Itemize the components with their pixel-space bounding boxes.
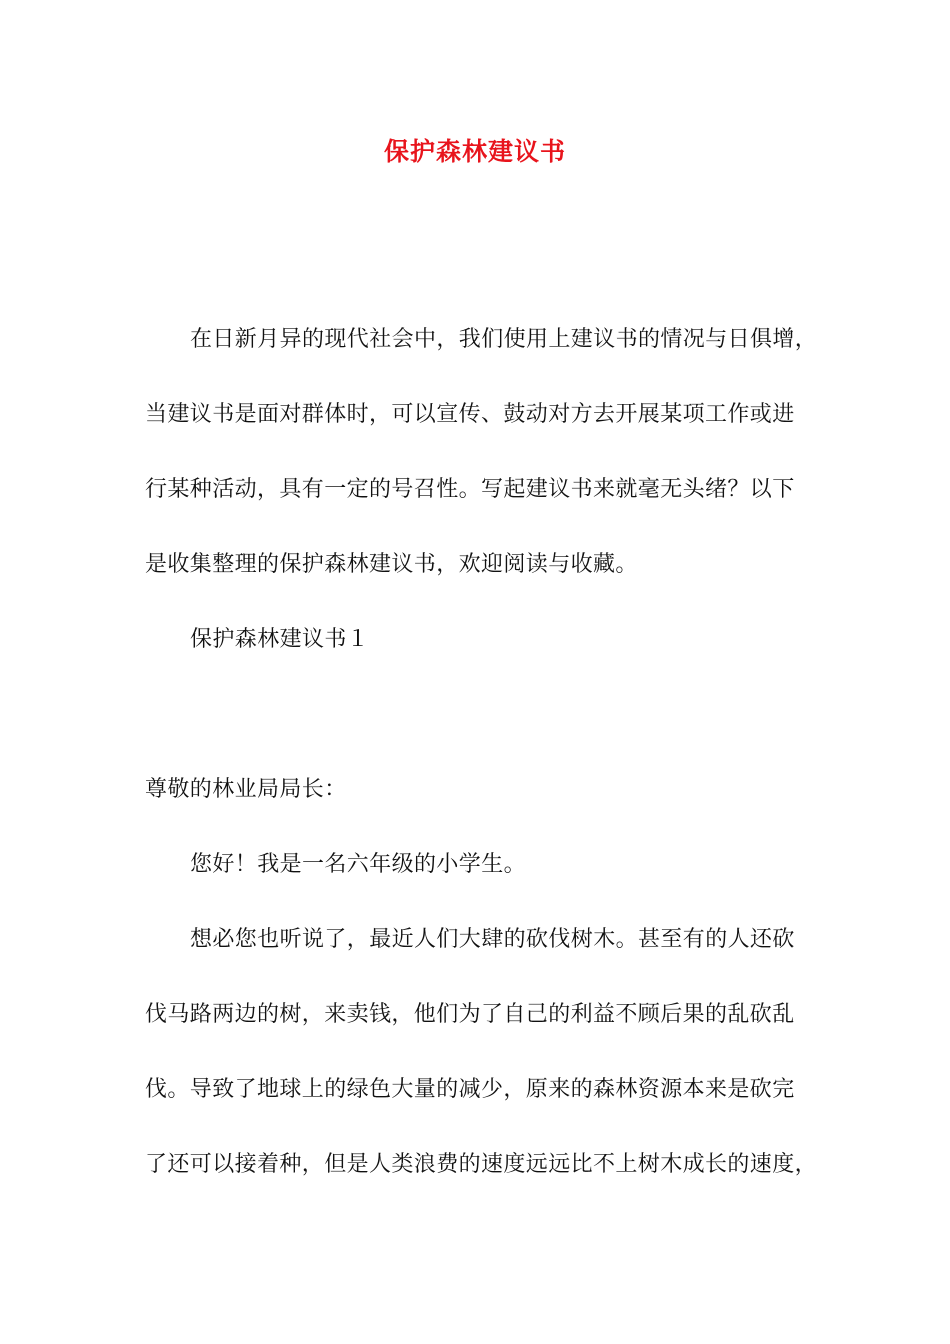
paragraph-line: 当建议书是面对群体时，可以宣传、鼓动对方去开展某项工作或进 <box>145 402 795 427</box>
document-title: 保护森林建议书 <box>383 137 566 166</box>
paragraph-line: 行某种活动，具有一定的号召性。写起建议书来就毫无头绪？以下 <box>145 477 795 502</box>
paragraph-line: 在日新月异的现代社会中，我们使用上建议书的情况与日俱增， <box>190 327 818 352</box>
paragraph-line: 了还可以接着种，但是人类浪费的速度远远比不上树木成长的速度， <box>145 1152 818 1177</box>
paragraph-line: 想必您也听说了，最近人们大肆的砍伐树木。甚至有的人还砍 <box>190 927 795 952</box>
paragraph-line: 是收集整理的保护森林建议书，欢迎阅读与收藏。 <box>145 552 638 577</box>
section-heading: 保护森林建议书１ <box>190 627 370 652</box>
salutation: 尊敬的林业局局长： <box>145 777 347 802</box>
paragraph-line: 您好！我是一名六年级的小学生。 <box>190 852 527 877</box>
paragraph-line: 伐。导致了地球上的绿色大量的减少，原来的森林资源本来是砍完 <box>145 1077 795 1102</box>
paragraph-line: 伐马路两边的树，来卖钱，他们为了自己的利益不顾后果的乱砍乱 <box>145 1002 795 1027</box>
